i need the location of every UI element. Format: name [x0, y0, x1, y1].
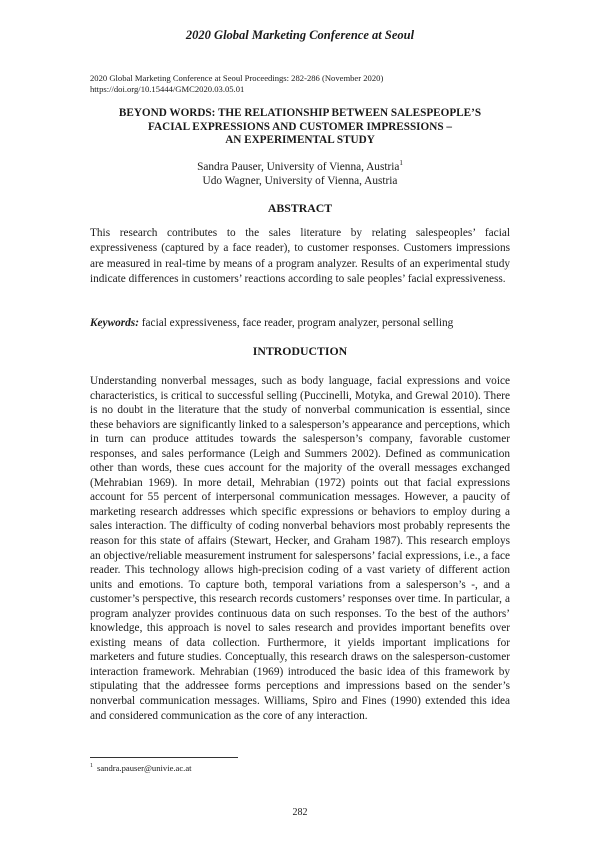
- running-head: 2020 Global Marketing Conference at Seoul: [185, 28, 415, 42]
- page-number: 282: [292, 807, 308, 818]
- proceedings-citation: 2020 Global Marketing Conference at Seoul Proceedings: 282-286 (November 2020): [90, 73, 384, 83]
- keywords-text: facial expressiveness, face reader, program analyzer, personal selling: [138, 317, 454, 329]
- introduction-heading: INTRODUCTION: [252, 344, 348, 358]
- author-2: Udo Wagner, University of Vienna, Austria: [202, 175, 398, 188]
- keywords: [90, 316, 510, 331]
- author-1-name: Sandra Pauser, University of Vienna, Austria: [197, 161, 400, 173]
- abstract-heading: ABSTRACT: [267, 201, 333, 215]
- title-line-3: AN EXPERIMENTAL STUDY: [225, 134, 375, 147]
- title-line-2: FACIAL EXPRESSIONS AND CUSTOMER IMPRESSIONS –: [148, 120, 452, 133]
- proceedings-info: [90, 73, 510, 95]
- footnote: [90, 763, 510, 774]
- keywords-label: Keywords:: [90, 317, 139, 329]
- footnote-email[interactable]: sandra.pauser@univie.ac.at: [97, 763, 192, 773]
- footnote-marker: 1: [399, 159, 403, 168]
- introduction-text: Understanding nonverbal messages, such as body language, facial expressions and voice characteristics, is critical to successful selling (Puccinelli, Motyka, and Grewal 2010). There is no doubt in the literature that the study of nonverbal communication is essential, since these behaviors are significantly linked to a salesperson’s appearance and perceptions, which in turn can produce attitudes towards the salesperson’s company, favorable customer responses, and sales performance (Leigh and Summers 2002). Defined as communication other than words, these cues account for the majority of the overall messages exchanged (Mehrabian 1969). In more detail, Mehrabian (1972) points out that facial expressions account for 55 percent of interpersonal communication messages. However, a paucity of marketing research addresses which specific expressions or behaviors to employ during a sales interaction. The difficulty of coding nonverbal behaviors most probably represents the reason for this state of affairs (Stewart, Hecker, and Graham 1987). This research employs an objective/reliable measurement instrument for salespersons’ facial expressions, i.e., a face reader. This technology allows high-precision coding of a vast variety of different action units and emotions. To capture both, temporal variations from a salesperson’s -, and a customer’s perspective, this research records customers’ responses over time. In particular, a program analyzer provides continuous data on such responses. To the best of the authors’ knowledge, this approach is novel to sales research and provides important benefits over existing means of data collection. Furthermore, it yields important implications for marketers and future studies. Conceptually, this research draws on the salesperson-customer interaction framework. Mehrabian (1969) introduced the basic idea of this framework by stipulating that the addressee forms perceptions and impressions based on the sender’s nonverbal communication messages. Williams, Spiro and Fines (1990) extended this idea and considered communication as the core of any interaction.: [90, 375, 510, 722]
- doi-link[interactable]: https://doi.org/10.15444/GMC2020.03.05.01: [90, 84, 245, 94]
- paper-title: [60, 107, 540, 148]
- footnote-divider: [90, 757, 238, 758]
- footnote-number: 1: [90, 763, 93, 770]
- title-line-1: BEYOND WORDS: THE RELATIONSHIP BETWEEN SALESPEOPLE’S: [118, 107, 482, 119]
- abstract-text: This research contributes to the sales literature by relating salespeoples’ facial expressiveness (captured by a face reader), to customer responses. Customers impressions are measured in real-time by means of a program analyzer. Results of an experimental study indicate differences in customers’ reactions according to sale peoples’ facial expressiveness.: [90, 227, 510, 285]
- author-block: [60, 160, 540, 188]
- author-1: [60, 160, 540, 174]
